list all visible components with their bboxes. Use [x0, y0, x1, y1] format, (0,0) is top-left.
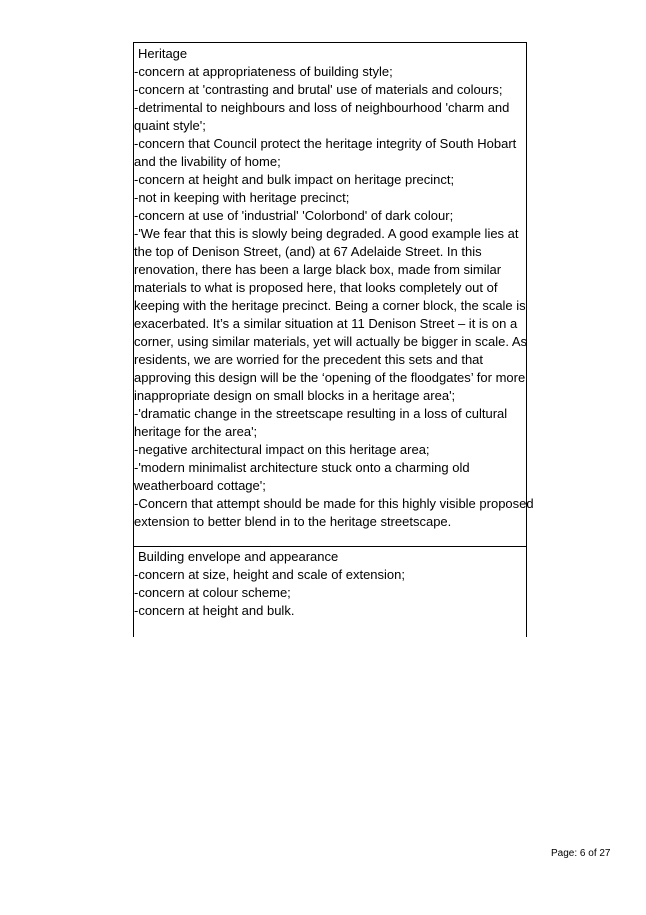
text-line: -Concern that attempt should be made for this highly visible proposed	[134, 496, 534, 511]
text-line: approving this design will be the ‘opening of the floodgates’ for more	[134, 370, 526, 385]
text-line: -concern at 'contrasting and brutal' use of materials and colours;	[134, 82, 503, 97]
building-envelope-concerns-list	[134, 566, 526, 620]
text-line: -concern that Council protect the heritage integrity of South Hobart	[134, 136, 517, 151]
text-line: quaint style';	[134, 118, 206, 133]
text-line: exacerbated. It’s a similar situation at 11 Denison Street – it is on a	[134, 316, 518, 331]
text-line: -'We fear that this is slowly being degraded. A good example lies at	[134, 226, 519, 241]
text-line: -'modern minimalist architecture stuck onto a charming old	[134, 460, 470, 475]
text-line: keeping with the heritage precinct. Being a corner block, the scale is	[134, 298, 526, 313]
text-line: inappropriate design on small blocks in a heritage area';	[134, 388, 456, 403]
text-line: weatherboard cottage';	[134, 478, 266, 493]
text-line: extension to better blend in to the heritage streetscape.	[134, 514, 452, 529]
text-line: -not in keeping with heritage precinct;	[134, 190, 350, 205]
text-line: -concern at height and bulk.	[134, 603, 295, 618]
heritage-concerns-list	[134, 63, 534, 531]
text-line: renovation, there has been a large black box, made from similar	[134, 262, 502, 277]
heritage-section	[133, 42, 534, 547]
text-line: materials to what is proposed here, that looks completely out of	[134, 280, 498, 295]
text-line: the top of Denison Street, (and) at 67 Adelaide Street. In this	[134, 244, 482, 259]
page-number: Page: 6 of 27	[551, 848, 611, 859]
text-line: -concern at size, height and scale of extension;	[134, 567, 405, 582]
text-line: -concern at colour scheme;	[134, 585, 291, 600]
text-line: -concern at height and bulk impact on heritage precinct;	[134, 172, 455, 187]
text-line: -concern at appropriateness of building style;	[134, 64, 393, 79]
building-envelope-heading: Building envelope and appearance	[138, 549, 339, 564]
text-line: -concern at use of 'industrial' 'Colorbond' of dark colour;	[134, 208, 454, 223]
building-envelope-section	[133, 546, 527, 637]
text-line: -detrimental to neighbours and loss of neighbourhood 'charm and	[134, 100, 510, 115]
heritage-heading: Heritage	[138, 46, 188, 61]
text-line: corner, using similar materials, yet will actually be bigger in scale. As	[134, 334, 528, 349]
text-line: and the livability of home;	[134, 154, 281, 169]
text-line: -'dramatic change in the streetscape resulting in a loss of cultural	[134, 406, 508, 421]
text-line: residents, we are worried for the precedent this sets and that	[134, 352, 484, 367]
text-line: -negative architectural impact on this heritage area;	[134, 442, 430, 457]
text-line: heritage for the area';	[134, 424, 258, 439]
